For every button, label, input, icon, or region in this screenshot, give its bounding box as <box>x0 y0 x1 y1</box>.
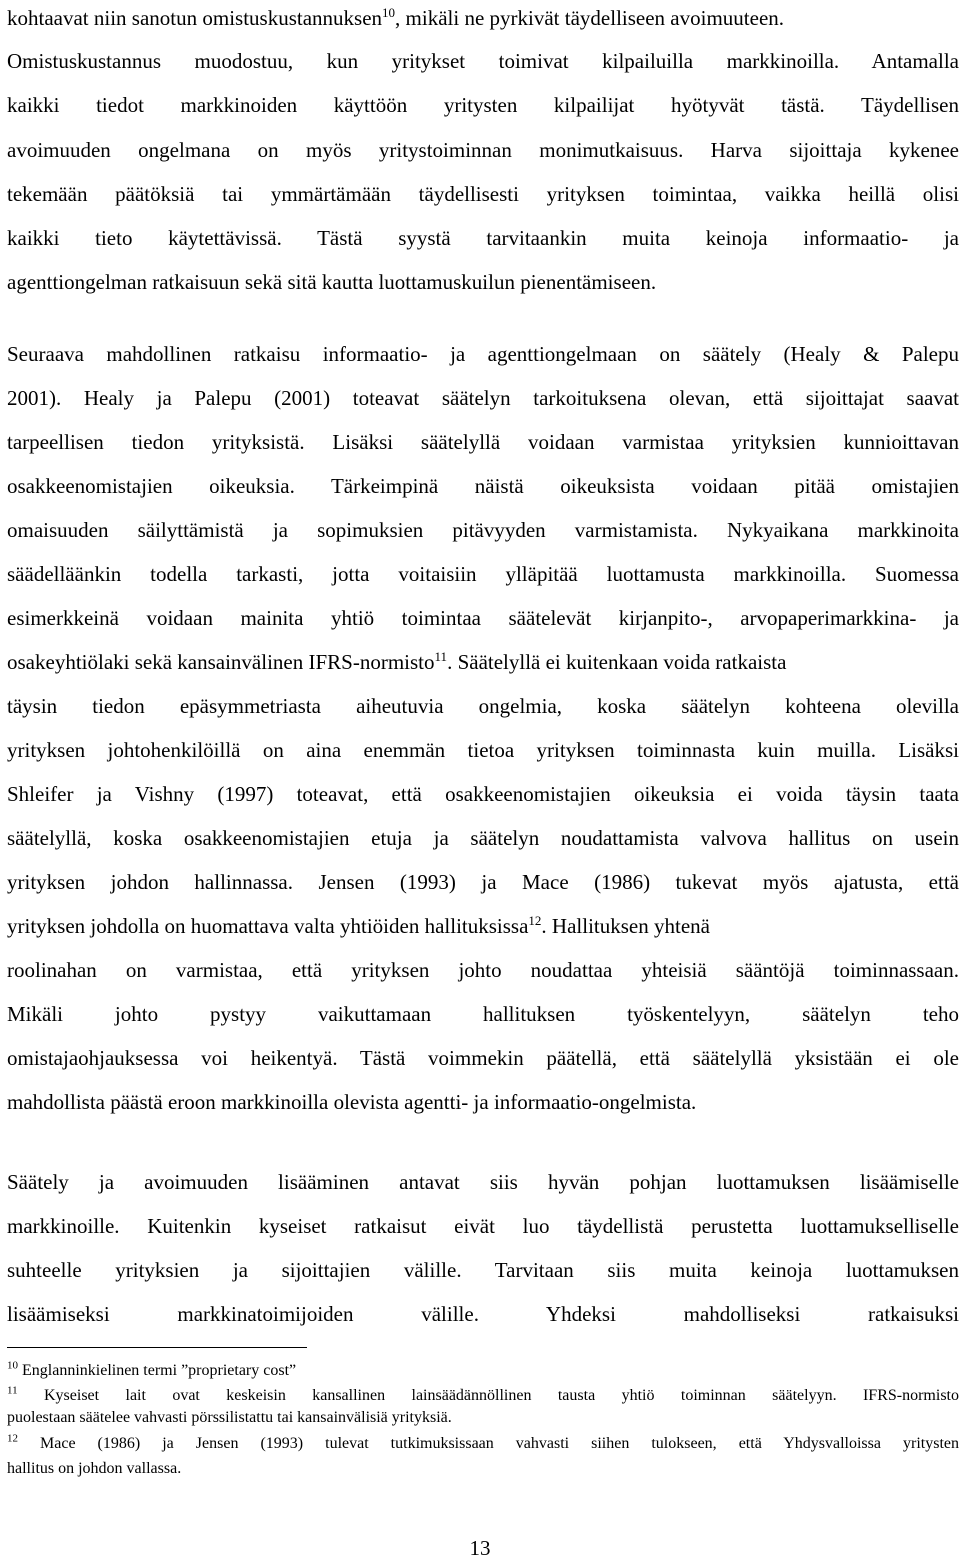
body-line: säätelyllä, koska osakkeenomistajien etuja ja säätelyn noudattamista valvova hallitus on usein <box>7 826 959 850</box>
footnote-12 <box>7 1434 959 1454</box>
body-line: lisäämiseksi markkinatoimijoiden välille. Yhdeksi mahdolliseksi ratkaisuksi <box>7 1302 959 1326</box>
footnote-11-continued: puolestaan säätelee vahvasti pörssilistattu tai kansainvälisiä yrityksiä. <box>7 1409 452 1426</box>
body-line: kaikki tieto käytettävissä. Tästä syystä tarvitaankin muita keinoja informaatio- ja <box>7 226 959 250</box>
body-line: säädelläänkin todella tarkasti, jotta voitaisiin ylläpitää luottamusta markkinoilla. Suomessa <box>7 562 959 586</box>
body-line: yrityksen johdon hallinnassa. Jensen (1993) ja Mace (1986) tukevat myös ajatusta, että <box>7 870 959 894</box>
body-line: tekemään päätöksiä tai ymmärtämään täydellisesti yrityksen toimintaa, vaikka heillä olisi <box>7 182 959 206</box>
text-run: yrityksen johdolla on huomattava valta yhtiöiden hallituksissa <box>7 914 529 938</box>
text-run: . Hallituksen yhtenä <box>541 914 710 938</box>
body-line: Omistuskustannus muodostuu, kun yritykset toimivat kilpailuilla markkinoilla. Antamalla <box>7 49 959 73</box>
text-run <box>7 647 786 677</box>
body-line: avoimuuden ongelmana on myös yritystoiminnan monimutkaisuus. Harva sijoittaja kykenee <box>7 138 959 162</box>
body-line: tarpeellisen tiedon yrityksistä. Lisäksi säätelyllä voidaan varmistaa yrityksien kunnioittavan <box>7 430 959 454</box>
footnote-ref: 11 <box>434 649 448 664</box>
text-run <box>7 911 710 941</box>
body-line: Mikäli johto pystyy vaikuttamaan hallituksen työskentelyyn, säätelyn teho <box>7 1002 959 1026</box>
body-line: Säätely ja avoimuuden lisääminen antavat siis hyvän pohjan luottamuksen lisäämiselle <box>7 1170 959 1194</box>
body-line: markkinoille. Kuitenkin kyseiset ratkaisut eivät luo täydellistä perustetta luottamukselliselle <box>7 1214 959 1238</box>
body-line: roolinahan on varmistaa, että yrityksen johto noudattaa yhteisiä sääntöjä toiminnassaan. <box>7 958 959 982</box>
body-line: Shleifer ja Vishny (1997) toteavat, että osakkeenomistajien oikeuksia ei voida täysin taata <box>7 782 959 806</box>
footnote-text: Englanninkielinen termi ”proprietary cost” <box>18 1362 297 1379</box>
body-line: Seuraava mahdollinen ratkaisu informaatio- ja agenttiongelmaan on säätely (Healy & Palepu <box>7 342 959 366</box>
text-run: osakeyhtiölaki sekä kansainvälinen IFRS-normisto <box>7 650 435 674</box>
footnote-10 <box>7 1361 959 1381</box>
body-line <box>7 911 959 941</box>
page-number: 13 <box>469 1536 491 1560</box>
body-line: agenttiongelman ratkaisuun sekä sitä kautta luottamuskuilun pienentämiseen. <box>7 270 657 294</box>
footnote-ref: 12 <box>528 913 542 928</box>
body-line: 2001). Healy ja Palepu (2001) toteavat säätelyn tarkoituksena olevan, että sijoittajat saavat <box>7 386 959 410</box>
text-run: , mikäli ne pyrkivät täydelliseen avoimuuteen. <box>395 6 785 30</box>
footnote-number: 12 <box>7 1432 18 1445</box>
body-line: suhteelle yrityksien ja sijoittajien välille. Tarvitaan siis muita keinoja luottamuksen <box>7 1258 959 1282</box>
body-line: osakkeenomistajien oikeuksia. Tärkeimpinä näistä oikeuksista voidaan pitää omistajien <box>7 474 959 498</box>
body-line: omaisuuden säilyttämistä ja sopimuksien pitävyyden varmistamista. Nykyaikana markkinoita <box>7 518 959 542</box>
body-line: kaikki tiedot markkinoiden käyttöön yritysten kilpailijat hyötyvät tästä. Täydellisen <box>7 93 959 117</box>
footnote-11 <box>7 1386 959 1406</box>
body-line <box>7 3 959 33</box>
body-line <box>7 647 959 677</box>
footnote-ref: 10 <box>382 5 396 20</box>
body-line: mahdollista päästä eroon markkinoilla olevista agentti- ja informaatio-ongelmista. <box>7 1090 697 1114</box>
footnote-separator <box>7 1347 307 1348</box>
text-run: kohtaavat niin sanotun omistuskustannuksen <box>7 6 383 30</box>
footnote-number: 10 <box>7 1359 18 1372</box>
text-run: . Säätelyllä ei kuitenkaan voida ratkaista <box>447 650 787 674</box>
footnote-number: 11 <box>7 1384 18 1397</box>
body-line: omistajaohjauksessa voi heikentyä. Tästä voimmekin päätellä, että säätelyllä yksistään ei ole <box>7 1046 959 1070</box>
footnote-text: Kyseiset lait ovat keskeisin kansallinen lainsäädännöllinen tausta yhtiö toiminnan säätelyyn. IFRS-normisto <box>17 1387 959 1404</box>
footnote-text: Mace (1986) ja Jensen (1993) tulevat tutkimuksissaan vahvasti siihen tulokseen, että Yhdysvalloissa yritysten <box>18 1435 959 1452</box>
body-line: esimerkkeinä voidaan mainita yhtiö toimintaa säätelevät kirjanpito-, arvopaperimarkkina- ja <box>7 606 959 630</box>
body-line: täysin tiedon epäsymmetriasta aiheutuvia ongelmia, koska säätelyn kohteena olevilla <box>7 694 959 718</box>
body-line: yrityksen johtohenkilöillä on aina enemmän tietoa yrityksen toiminnasta kuin muilla. Lisäksi <box>7 738 959 762</box>
footnote-12-continued: hallitus on johdon vallassa. <box>7 1460 182 1477</box>
